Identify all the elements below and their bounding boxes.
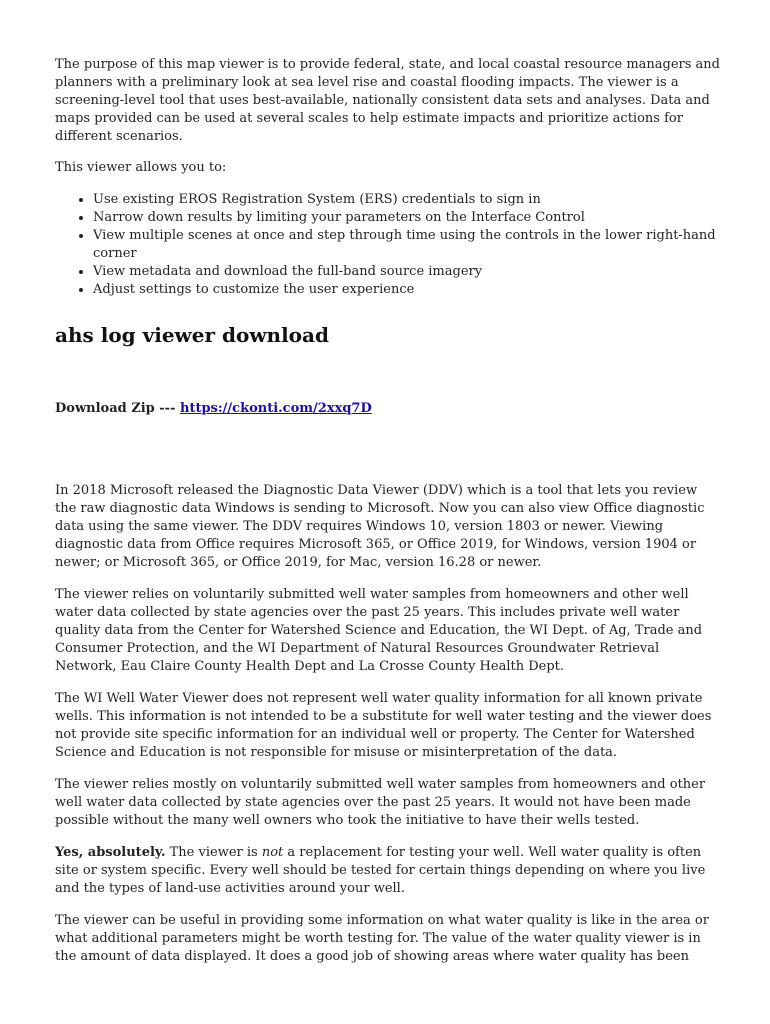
body-paragraph-acknowledgement: The viewer relies mostly on voluntarily submitted well water samples from homeowners and other well water data collected by state agencies over the past 25 years. It would not have been made possible without the many well owners who took the initiative to have their wells tested.	[55, 777, 706, 828]
download-label: Download Zip ---	[55, 401, 176, 416]
download-line	[55, 400, 720, 418]
text-run: The viewer is	[165, 845, 262, 860]
document-content	[55, 56, 720, 980]
body-paragraph-data-sources: The viewer relies on voluntarily submitted well water samples from homeowners and other well water data collected by state agencies over the past 25 years. This includes private well water quality data from the Center for Watershed Science and Education, the WI Dept. of Ag, Trade and Consumer Protection, and the WI Department of Natural Resources Groundwater Retrieval Network, Eau Claire County Health Dept and La Crosse County Health Dept.	[55, 587, 703, 674]
list-item: • Narrow down results by limiting your parameters on the Interface Control	[93, 209, 720, 227]
text-run: a replacement for testing your well. Well water quality is often site or system specific. Every well should be tested for certain things depending on where you live and the types of land-use activities around your well.	[55, 845, 706, 896]
page-heading: ahs log viewer download	[55, 323, 329, 347]
list-item: • View multiple scenes at once and step through time using the controls in the lower right-hand corner	[93, 227, 720, 263]
body-paragraph-usefulness: The viewer can be useful in providing some information on what water quality is like in the area or what additional parameters might be worth testing for. The value of the water quality viewer is in the amount of data displayed. It does a good job of showing areas where water quality has been	[55, 913, 709, 964]
body-paragraph-disclaimer: The WI Well Water Viewer does not represent well water quality information for all known private wells. This information is not intended to be a substitute for well water testing and the viewer does not provide site specific information for an individual well or property. The Center for Watershed Science and Education is not responsible for misuse or misinterpretation of the data.	[55, 691, 712, 760]
list-item: • Adjust settings to customize the user experience	[93, 281, 720, 299]
list-item: • View metadata and download the full-band source imagery	[93, 263, 720, 281]
body-paragraph-testing	[55, 844, 720, 898]
emphasis-bold: Yes, absolutely.	[55, 845, 166, 860]
spacer	[55, 418, 720, 482]
intro-paragraph: The purpose of this map viewer is to provide federal, state, and local coastal resource managers and planners with a preliminary look at sea level rise and coastal flooding impacts. The viewer is a screening-level tool that uses best-available, nationally consistent data sets and analyses. Data and maps provided can be used at several scales to help estimate impacts and prioritize actions for different scenarios.	[55, 57, 720, 144]
body-paragraph-ddv: In 2018 Microsoft released the Diagnostic Data Viewer (DDV) which is a tool that lets you review the raw diagnostic data Windows is sending to Microsoft. Now you can also view Office diagnostic data using the same viewer. The DDV requires Windows 10, version 1803 or newer. Viewing diagnostic data from Office requires Microsoft 365, or Office 2019, for Windows, version 1904 or newer; or Microsoft 365, or Office 2019, for Mac, version 16.28 or newer.	[55, 483, 705, 570]
emphasis-italic: not	[261, 845, 284, 860]
download-link[interactable]: https://ckonti.com/2xxq7D	[180, 401, 372, 416]
feature-list	[55, 191, 720, 299]
list-item: • Use existing EROS Registration System (ERS) credentials to sign in	[93, 191, 720, 209]
intro-lead: This viewer allows you to:	[55, 160, 227, 175]
